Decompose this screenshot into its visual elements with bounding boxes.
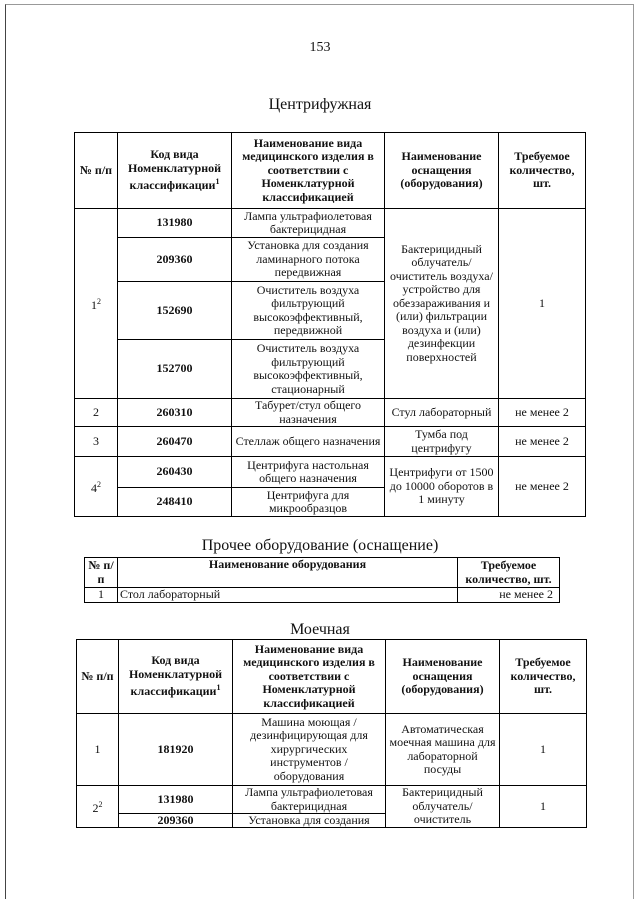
header-equipment: Наименование оснащения (оборудования) xyxy=(385,133,499,209)
quantity-cell: не менее 2 xyxy=(499,457,586,517)
row-number: 3 xyxy=(75,427,118,457)
table-header-row xyxy=(77,640,587,714)
other-equipment-table xyxy=(84,557,560,603)
header-quantity: Требуемое количество, шт. xyxy=(499,133,586,209)
device-name-cell: Лампа ультрафиолетовая бактерицидная xyxy=(233,786,386,814)
quantity-cell: не менее 2 xyxy=(458,588,560,603)
header-quantity: Требуемое количество, шт. xyxy=(500,640,587,714)
device-name-cell: Установка для создания xyxy=(233,814,386,828)
table-row xyxy=(77,714,587,786)
table-row xyxy=(75,399,586,427)
row-number: $4^2$ xyxy=(75,457,118,517)
row-number: $2^2$ xyxy=(77,786,119,828)
table-row xyxy=(77,786,587,814)
quantity-cell: 1 xyxy=(500,786,587,828)
device-name-cell: Очиститель воздуха фильтрующий высокоэффективный, стационарный xyxy=(232,340,385,399)
header-device-name: Наименование вида медицинского изделия в соответствии с Номенклатурной классификацией xyxy=(232,133,385,209)
device-name-cell: Табурет/стул общего назначения xyxy=(232,399,385,427)
header-equipment-name: Наименование оборудования xyxy=(118,558,458,588)
device-name-cell: Стеллаж общего назначения xyxy=(232,427,385,457)
device-name-cell: Очиститель воздуха фильтрующий высокоэффективный, передвижной xyxy=(232,282,385,340)
header-code: Код вида Номенклатурной классификации$^1$ xyxy=(118,133,232,209)
table-header-row xyxy=(75,133,586,209)
equipment-name-cell: Стол лабораторный xyxy=(118,588,458,603)
code-cell: 131980 xyxy=(118,209,232,238)
header-device-name: Наименование вида медицинского изделия в соответствии с Номенклатурной классификацией xyxy=(233,640,386,714)
code-cell: 209360 xyxy=(119,814,233,828)
code-cell: 260430 xyxy=(118,457,232,488)
device-name-cell: Лампа ультрафиолетовая бактерицидная xyxy=(232,209,385,238)
device-name-cell: Машина моющая /дезинфицирующая для хирургических инструментов /оборудования xyxy=(233,714,386,786)
table-header-row xyxy=(85,558,560,588)
row-number: 2 xyxy=(75,399,118,427)
header-equipment: Наименование оснащения (оборудования) xyxy=(386,640,500,714)
table-row xyxy=(85,588,560,603)
washing-table xyxy=(76,639,587,828)
header-quantity: Требуемое количество, шт. xyxy=(458,558,560,588)
centrifuge-table xyxy=(74,132,586,517)
equipment-cell: Автоматическая моечная машина для лабораторной посуды xyxy=(386,714,500,786)
code-cell: 131980 xyxy=(119,786,233,814)
equipment-cell: Тумба под центрифугу xyxy=(385,427,499,457)
quantity-cell: 1 xyxy=(500,714,587,786)
code-cell: 152690 xyxy=(118,282,232,340)
header-num: № п/п xyxy=(77,640,119,714)
table-row xyxy=(75,427,586,457)
table-row xyxy=(75,209,586,238)
equipment-cell: Центрифуги от 1500 до 10000 оборотов в 1 минуту xyxy=(385,457,499,517)
header-num: № п/п xyxy=(85,558,118,588)
section-title-other: Прочее оборудование (оснащение) xyxy=(201,537,439,554)
code-cell: 260470 xyxy=(118,427,232,457)
code-cell: 209360 xyxy=(118,238,232,282)
code-cell: 260310 xyxy=(118,399,232,427)
section-title-washing: Моечная xyxy=(290,621,350,638)
equipment-cell: Бактерицидный облучатель/ очиститель воздуха/ устройство для обеззараживания и (или) фильтрации воздуха и (или) дезинфекции поверхностей xyxy=(385,209,499,399)
row-number: 1 xyxy=(85,588,118,603)
device-name-cell: Центрифуга настольная общего назначения xyxy=(232,457,385,488)
section-title-centrifuge: Центрифужная xyxy=(268,96,372,113)
device-name-cell: Центрифуга для микрообразцов xyxy=(232,488,385,517)
quantity-cell: не менее 2 xyxy=(499,427,586,457)
code-cell: 152700 xyxy=(118,340,232,399)
device-name-cell: Установка для создания ламинарного потока передвижная xyxy=(232,238,385,282)
code-cell: 181920 xyxy=(119,714,233,786)
table-row xyxy=(75,457,586,488)
header-num: № п/п xyxy=(75,133,118,209)
equipment-cell: Стул лабораторный xyxy=(385,399,499,427)
code-cell: 248410 xyxy=(118,488,232,517)
header-code: Код вида Номенклатурной классификации$^1$ xyxy=(119,640,233,714)
page-number: 153 xyxy=(309,40,331,55)
quantity-cell: не менее 2 xyxy=(499,399,586,427)
equipment-cell: Бактерицидный облучатель/ очиститель xyxy=(386,786,500,828)
row-number: 1 xyxy=(77,714,119,786)
row-number: $1^2$ xyxy=(75,209,118,399)
quantity-cell: 1 xyxy=(499,209,586,399)
